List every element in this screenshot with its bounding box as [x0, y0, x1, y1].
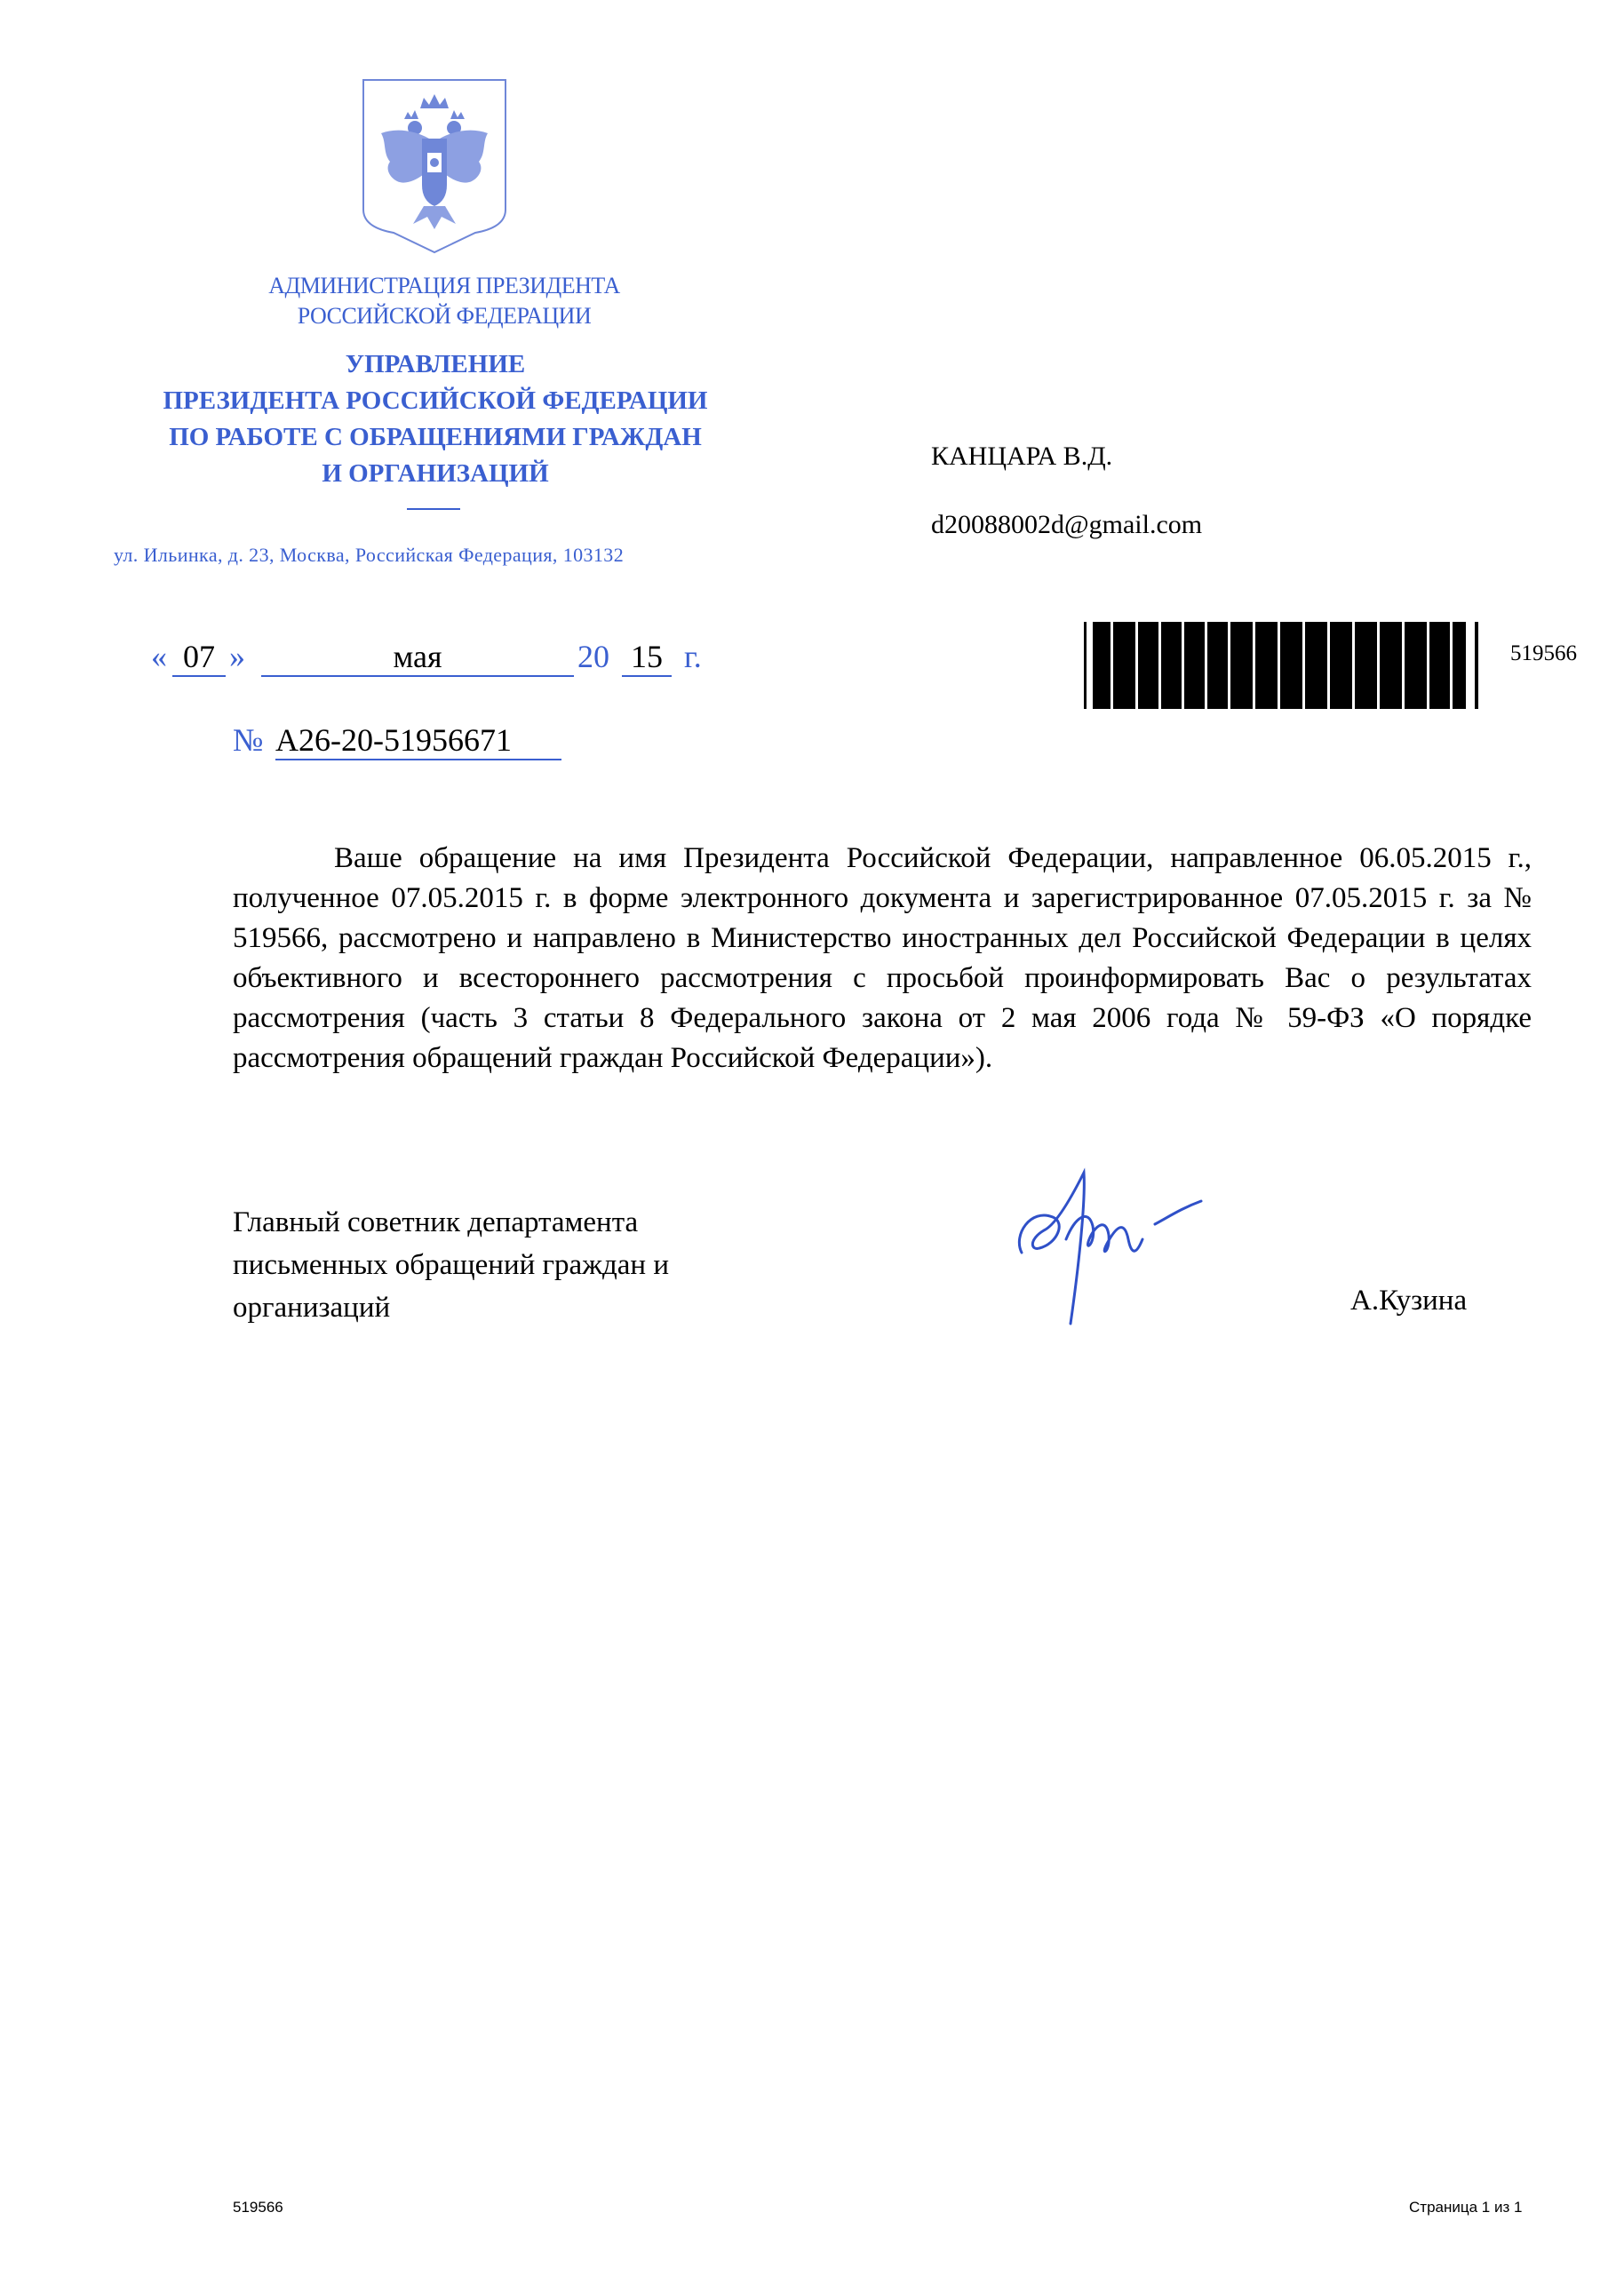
date-close-quote: »: [229, 639, 245, 674]
number-sign: №: [233, 722, 264, 758]
administration-line-1: АДМИНИСТРАЦИЯ ПРЕЗИДЕНТА: [268, 273, 620, 298]
coat-of-arms-emblem-icon: [360, 76, 509, 254]
administration-line-2: РОССИЙСКОЙ ФЕДЕРАЦИИ: [297, 303, 592, 329]
department-line-3: ПО РАБОТЕ С ОБРАЩЕНИЯМИ ГРАЖДАН: [169, 423, 702, 451]
date-month: мая: [261, 638, 574, 677]
recipient-email: d20088002d@gmail.com: [931, 510, 1203, 539]
date-year-mark: г.: [684, 639, 702, 674]
reference-number-value: А26-20-51956671: [275, 721, 561, 760]
department-line-4: И ОРГАНИЗАЦИЙ: [322, 459, 549, 488]
office-address: ул. Ильинка, д. 23, Москва, Российская Федерация, 103132: [114, 544, 625, 566]
administration-title: [213, 271, 675, 331]
handwritten-signature-icon: [1004, 1155, 1208, 1333]
barcode-number: 519566: [1510, 641, 1577, 665]
letter-body: [233, 839, 1532, 1078]
date-year-suffix: 15: [622, 638, 672, 677]
date-day: 07: [172, 638, 226, 677]
header-divider: [407, 508, 460, 510]
date-open-quote: «: [151, 639, 167, 674]
signer-name: А.Кузина: [1350, 1285, 1468, 1317]
date-year-prefix: 20: [577, 639, 609, 674]
recipient-name: КАНЦАРА В.Д.: [931, 442, 1113, 471]
signer-position-line-1: Главный советник департамента: [233, 1206, 639, 1238]
signer-position: [233, 1201, 855, 1329]
body-paragraph: Ваше обращение на имя Президента Российской Федерации, направленное 06.05.2015 г., полученное 07.05.2015 г. в форме электронного документа и зарегистрированное 07.05.2015 г. за № 519566, рассмотрено и направлено в Министерство иностранных дел Российской Федерации в целях объективного и всестороннего рассмотрения с просьбой проинформировать Вас о результатах рассмотрения (часть 3 статьи 8 Федерального закона от 2 мая 2006 года № 59-ФЗ «О порядке рассмотрения обращений граждан Российской Федерации»).: [233, 842, 1532, 1074]
signer-position-line-2: письменных обращений граждан и: [233, 1249, 670, 1281]
footer-document-id: 519566: [233, 2199, 283, 2216]
department-title: [133, 346, 737, 492]
footer-page-number: Страница 1 из 1: [1409, 2199, 1523, 2216]
department-line-1: УПРАВЛЕНИЕ: [345, 350, 526, 378]
department-line-2: ПРЕЗИДЕНТА РОССИЙСКОЙ ФЕДЕРАЦИИ: [163, 386, 708, 415]
barcode-icon: [1084, 622, 1484, 709]
signer-position-line-3: организаций: [233, 1292, 391, 1324]
